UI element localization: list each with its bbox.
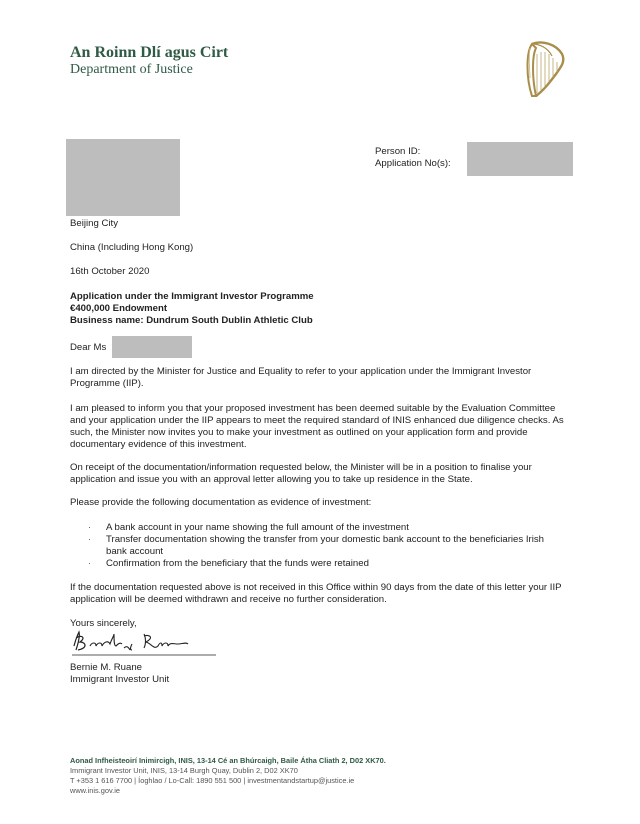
redacted-reference-numbers [467,142,573,176]
subject-line-3: Business name: Dundrum South Dublin Athletic Club [70,315,313,326]
signatory-name: Bernie M. Ruane [70,662,142,673]
department-name-irish: An Roinn Dlí agus Cirt [70,44,229,61]
bullet-item: Confirmation from the beneficiary that the funds were retained [106,558,369,569]
paragraph-deadline: If the documentation requested above is not received in this Office within 90 days from the date of this letter your IIP application will be deemed withdrawn and receive no further consideration. [70,582,562,605]
person-id-label: Person ID: [375,146,421,157]
bullet-item: A bank account in your name showing the full amount of the investment [106,522,409,533]
harp-emblem-icon [522,38,568,102]
department-name-english: Department of Justice [70,62,193,77]
redacted-recipient-surname [112,336,192,358]
valediction: Yours sincerely, [70,618,137,629]
footer-contact: T +353 1 616 7700 | Íoghlao / Lo-Call: 1890 551 500 | investmentandstartup@justice.ie [70,776,355,785]
paragraph-documentation-request: Please provide the following documentation as evidence of investment: [70,497,372,508]
paragraph-approval: I am pleased to inform you that your proposed investment has been deemed suitable by the Evaluation Committee and your application under the IIP appears to meet the required standard of INIS enhanced due diligence checks. As such, the Minister now invites you to make your investment as outlined on your application form and provide documentary evidence of this investment. [70,403,564,450]
footer-website-link[interactable]: www.inis.gov.ie [70,786,120,795]
bullet-marker: · [88,558,91,568]
paragraph-intro: I am directed by the Minister for Justice and Equality to refer to your application under the Immigrant Investor Programme (IIP). [70,366,532,389]
subject-line-2: €400,000 Endowment [70,303,168,314]
bullet-marker: · [88,522,91,532]
application-number-label: Application No(s): [375,158,451,169]
footer-address-english: Immigrant Investor Unit, INIS, 13-14 Burgh Quay, Dublin 2, D02 XK70 [70,766,298,775]
bullet-marker: · [88,534,91,544]
address-country: China (Including Hong Kong) [70,242,194,253]
paragraph-receipt: On receipt of the documentation/information requested below, the Minister will be in a position to finalise your application and issue you with an approval letter allowing you to take up residence in the State. [70,462,532,485]
signatory-unit: Immigrant Investor Unit [70,674,170,685]
handwritten-signature [70,624,220,658]
salutation: Dear Ms [70,342,107,353]
letter-date: 16th October 2020 [70,266,150,277]
footer-address-irish: Aonad Infheisteoirí Inimircigh, INIS, 13-14 Cé an Bhúrcaigh, Baile Átha Cliath 2, D02 XK70. [70,756,386,765]
redacted-name-address [66,139,180,216]
subject-line-1: Application under the Immigrant Investor Programme [70,291,314,302]
bullet-item: Transfer documentation showing the transfer from your domestic bank account to the beneficiaries Irish bank account [106,534,544,557]
address-city: Beijing City [70,218,118,229]
